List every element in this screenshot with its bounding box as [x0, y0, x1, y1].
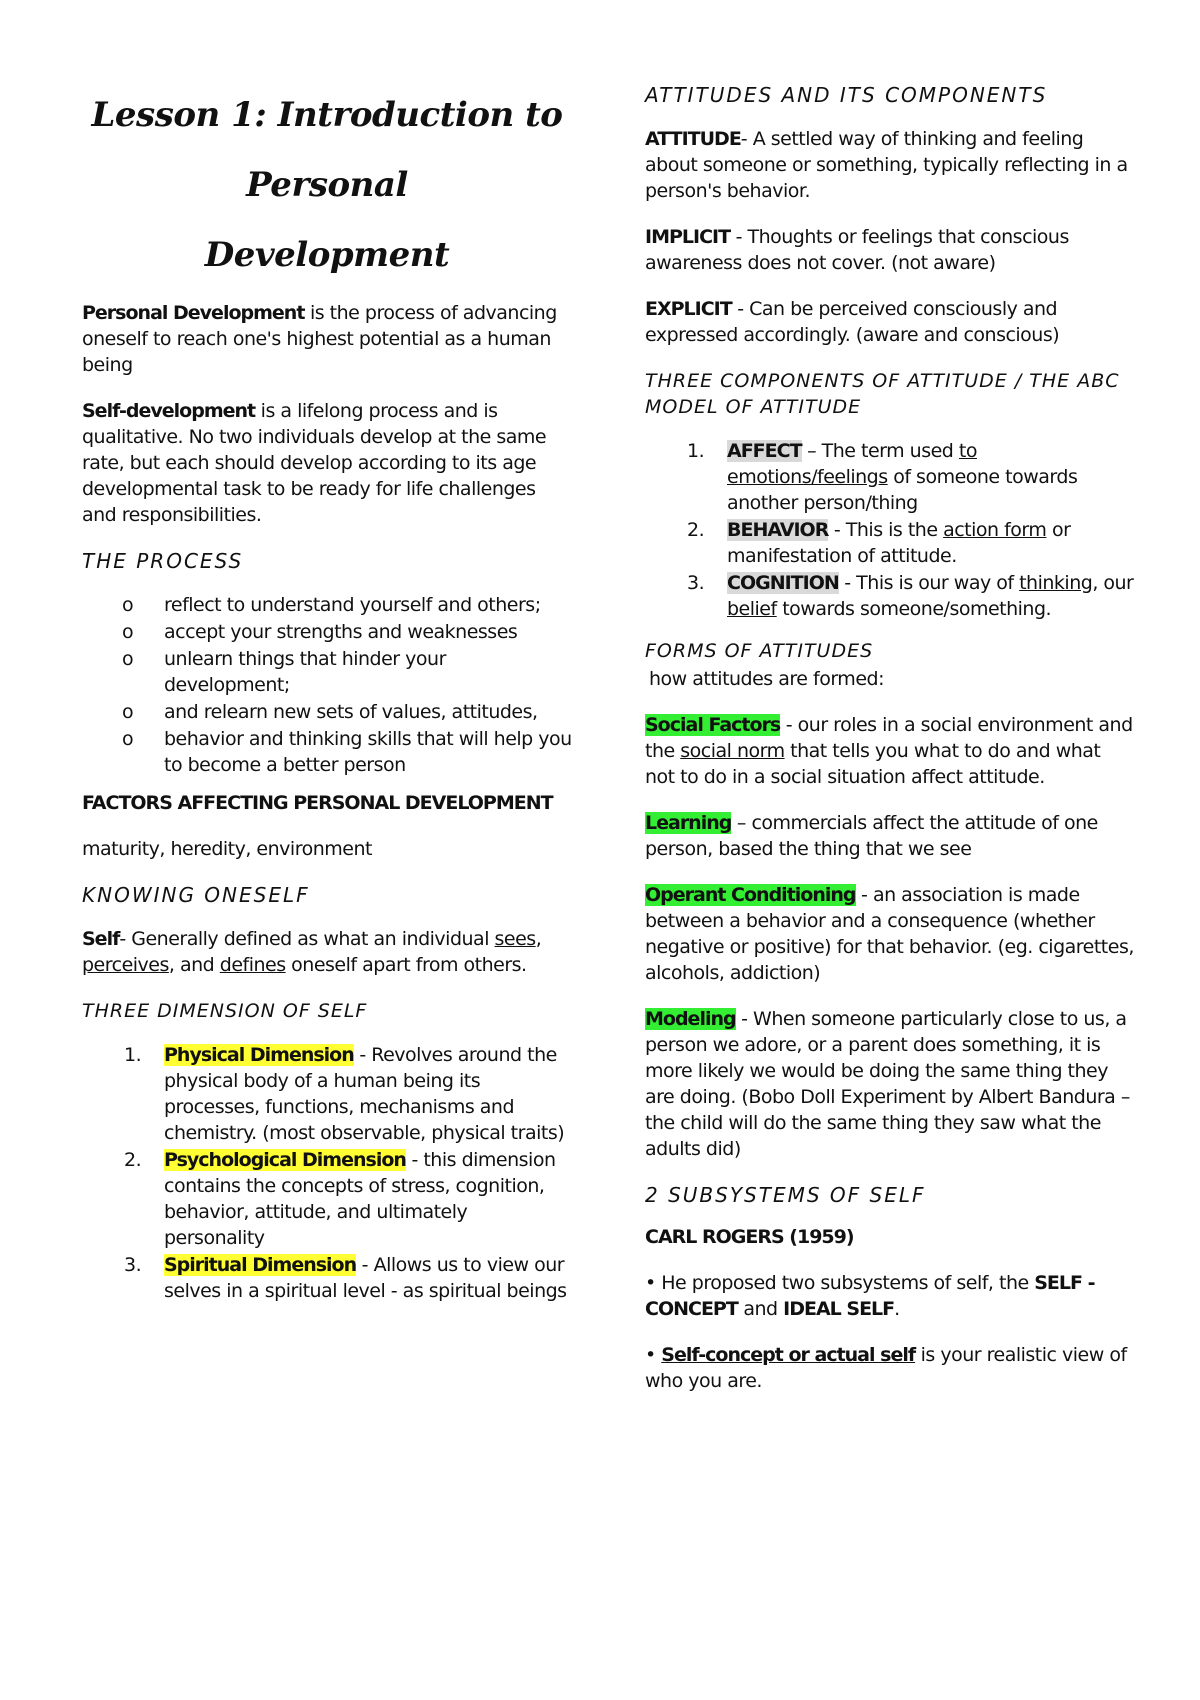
list-item-text: and relearn new sets of values, attitudes,: [164, 701, 538, 723]
operant-conditioning-term: Operant Conditioning: [645, 884, 856, 906]
list-item: [124, 1147, 572, 1251]
list-item-text: accept your strengths and weaknesses: [164, 621, 518, 643]
process-heading: THE PROCESS: [82, 549, 244, 573]
underlined-perceives: perceives: [82, 954, 169, 976]
list-item-text: – The term used: [801, 440, 959, 462]
learning-definition: [645, 810, 1135, 862]
item-number: 3.: [124, 1254, 142, 1276]
learning-text: – commercials affect the attitude of one person, based the thing that we see: [645, 812, 1098, 860]
list-item: [124, 1042, 572, 1146]
attitude-definition: [645, 126, 1135, 204]
self-concept-term: SELF - CONCEPT: [645, 1272, 1095, 1320]
dimension-heading: THREE DIMENSION OF SELF: [82, 1000, 368, 1022]
social-factors-term: Social Factors: [645, 714, 781, 736]
period: .: [894, 1298, 900, 1320]
forms-subtitle: how attitudes are formed:: [649, 668, 884, 690]
right-column: [645, 82, 1135, 1414]
implicit-term: IMPLICIT: [645, 226, 731, 248]
list-item: [122, 619, 572, 645]
personal-development-definition: [82, 300, 572, 378]
self-development-text: is a lifelong process and is qualitative. No two individuals develop at the same rate, but each should develop according to its age developmental task to be ready for life challenges and responsibilities.: [82, 400, 547, 526]
self-concept-text: is your realistic view of who you are.: [645, 1344, 1127, 1392]
explicit-definition: [645, 296, 1135, 348]
social-factors-text: - our roles in a social environment and the: [645, 714, 1133, 762]
operant-conditioning-text: - an association is made between a behavior and a consequence (whether negative or positive) for that behavior. (eg. cigarettes, alcohols, addiction): [645, 884, 1134, 984]
self-definition: [82, 926, 572, 978]
underlined-text: to emotions/feelings: [727, 440, 977, 488]
ideal-self-term: IDEAL SELF: [783, 1298, 895, 1320]
subsystems-heading: 2 SUBSYSTEMS OF SELF: [645, 1183, 926, 1207]
item-number: 1.: [687, 440, 705, 462]
psychological-dimension-term: Psychological Dimension: [164, 1149, 406, 1171]
modeling-term: Modeling: [645, 1008, 736, 1030]
underlined-text: belief: [727, 598, 777, 620]
personal-development-text: is the process of advancing oneself to reach one's highest potential as a human being: [82, 302, 557, 376]
list-item-text: unlearn things that hinder your development;: [164, 648, 446, 696]
bullet-marker: •: [645, 1344, 656, 1366]
attitude-text: - A settled way of thinking and feeling about someone or something, typically reflecting in a person's behavior.: [645, 128, 1128, 202]
list-item-text: reflect to understand yourself and others;: [164, 594, 541, 616]
list-item-text: - Allows us to view our selves in a spiritual level - as spiritual beings: [164, 1254, 567, 1302]
underlined-social-norm: social norm: [680, 740, 785, 762]
list-item-text: - This is our way of: [838, 572, 1020, 594]
list-item: [687, 570, 1135, 622]
list-item: [124, 1252, 572, 1304]
self-term: Self: [82, 928, 120, 950]
bullet-marker: o: [122, 701, 134, 723]
list-item-text: behavior and thinking skills that will help you to become a better person: [164, 728, 572, 776]
item-number: 1.: [124, 1044, 142, 1066]
affect-term: AFFECT: [727, 440, 802, 462]
underlined-sees: sees: [494, 928, 536, 950]
list-item: [687, 517, 1135, 569]
bullet-marker: o: [122, 594, 134, 616]
left-column: [82, 80, 572, 1320]
separator: ,: [535, 928, 542, 950]
self-text: - Generally defined as what an individual: [119, 928, 495, 950]
list-item-text: , our: [1092, 572, 1134, 594]
social-factors-definition: [645, 712, 1135, 790]
attitude-term: ATTITUDE: [645, 128, 741, 150]
implicit-text: - Thoughts or feelings that conscious awareness does not cover. (not aware): [645, 226, 1069, 274]
self-text-end: oneself apart from others.: [285, 954, 527, 976]
operant-conditioning-definition: [645, 882, 1135, 986]
list-item: [122, 592, 572, 618]
modeling-text: - When someone particularly close to us, a person we adore, or a parent does something, it is more likely we would be doing the same thing they are doing. (Bobo Doll Experiment by Albert Bandura – the child will do the same thing they saw what the adults did): [645, 1008, 1130, 1160]
title-line-2: Development: [204, 235, 450, 275]
process-list: [82, 592, 572, 778]
underlined-text: thinking: [1019, 572, 1093, 594]
social-factors-text-end: that tells you what to do and what not to do in a social situation affect attitude.: [645, 740, 1101, 788]
self-development-definition: [82, 398, 572, 528]
list-item: [687, 438, 1135, 516]
self-development-term: Self-development: [82, 400, 256, 422]
spiritual-dimension-term: Spiritual Dimension: [164, 1254, 357, 1276]
factors-text: maturity, heredity, environment: [82, 838, 372, 860]
components-list: [645, 438, 1135, 622]
bullet-marker: o: [122, 728, 134, 750]
lesson-title: [82, 80, 572, 290]
personal-development-term: Personal Development: [82, 302, 305, 324]
behavior-term: BEHAVIOR: [727, 519, 829, 541]
title-line-1: Lesson 1: Introduction to Personal: [91, 95, 563, 205]
carl-rogers-heading: CARL ROGERS (1959): [645, 1226, 854, 1248]
explicit-term: EXPLICIT: [645, 298, 732, 320]
list-item: [122, 699, 572, 725]
explicit-text: - Can be perceived consciously and expressed accordingly. (aware and conscious): [645, 298, 1060, 346]
factors-heading: FACTORS AFFECTING PERSONAL DEVELOPMENT: [82, 792, 553, 814]
separator: , and: [168, 954, 220, 976]
forms-heading: FORMS OF ATTITUDES: [645, 640, 874, 662]
dimension-list: [82, 1042, 572, 1304]
item-number: 2.: [124, 1149, 142, 1171]
modeling-definition: [645, 1006, 1135, 1162]
connector-text: and: [737, 1298, 784, 1320]
list-item-text: - this dimension contains the concepts of stress, cognition, behavior, attitude, and ultimately personality: [164, 1149, 556, 1249]
bullet-marker: o: [122, 648, 134, 670]
bullet-marker: •: [645, 1272, 656, 1294]
list-item-text: of someone towards another person/thing: [727, 466, 1078, 514]
list-item-text: - This is the: [828, 519, 944, 541]
physical-dimension-term: Physical Dimension: [164, 1044, 354, 1066]
self-concept-actual-self-term: Self-concept or actual self: [661, 1344, 916, 1366]
self-concept-definition: [645, 1342, 1135, 1394]
attitudes-heading: ATTITUDES AND ITS COMPONENTS: [645, 83, 1048, 107]
list-item: [122, 726, 572, 778]
implicit-definition: [645, 224, 1135, 276]
rogers-description: [645, 1270, 1135, 1322]
list-item-text: - Revolves around the physical body of a human being its processes, functions, mechanisms and chemistry. (most observable, physical traits): [164, 1044, 565, 1144]
learning-term: Learning: [645, 812, 732, 834]
underlined-defines: defines: [219, 954, 286, 976]
bullet-marker: o: [122, 621, 134, 643]
list-item-text: or manifestation of attitude.: [727, 519, 1071, 567]
underlined-text: action form: [943, 519, 1047, 541]
knowing-oneself-heading: KNOWING ONESELF: [82, 883, 310, 907]
abc-model-heading: THREE COMPONENTS OF ATTITUDE / THE ABC MODEL OF ATTITUDE: [645, 370, 1120, 418]
list-item-text: towards someone/something.: [776, 598, 1052, 620]
item-number: 2.: [687, 519, 705, 541]
cognition-term: COGNITION: [727, 572, 839, 594]
item-number: 3.: [687, 572, 705, 594]
rogers-text: He proposed two subsystems of self, the: [655, 1272, 1035, 1294]
list-item: [122, 646, 572, 698]
